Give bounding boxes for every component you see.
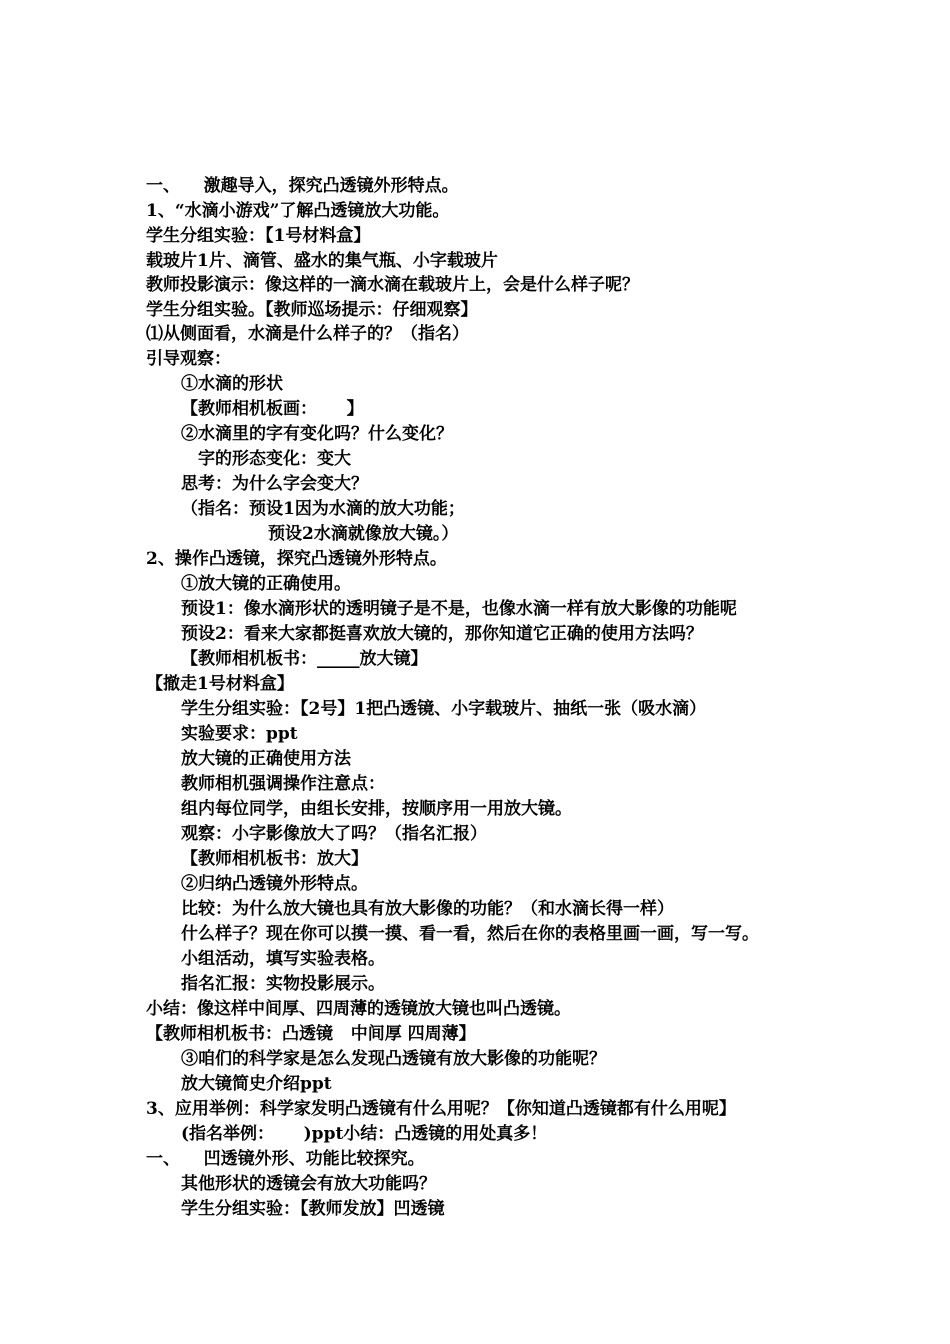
summary-line: 小结：像这样中间厚、四周薄的透镜放大镜也叫凸透镜。 <box>146 999 571 1019</box>
text-line: ②水滴里的字有变化吗？什么变化？ <box>181 424 453 444</box>
text-line: （指名：预设1因为水滴的放大功能； <box>181 499 465 519</box>
text-line: 【教师相机板书：_____放大镜】 <box>181 649 428 669</box>
text-line: 其他形状的透镜会有放大功能吗？ <box>181 1174 436 1194</box>
text-line: 载玻片1片、滴管、盛水的集气瓶、小字载玻片 <box>146 251 498 271</box>
text-line: 【撤走1号材料盒】 <box>146 674 294 694</box>
text-line: ①水滴的形状 <box>181 374 283 394</box>
text-line: 教师投影演示：像这样的一滴水滴在载玻片上，会是什么样子呢？ <box>146 275 639 295</box>
text-line: 思考：为什么字会变大？ <box>181 474 368 494</box>
text-line: 引导观察： <box>146 349 231 369</box>
text-line: ①放大镜的正确使用。 <box>181 574 351 594</box>
text-line: 什么样子？现在你可以摸一摸、看一看，然后在你的表格里画一画，写一写。 <box>181 924 759 944</box>
text-line: 【教师相机板画： 】 <box>181 399 364 419</box>
text-line: ⑴从侧面看，水滴是什么样子的？（指名） <box>146 324 469 344</box>
text-line: 放大镜简史介绍ppt <box>181 1074 332 1094</box>
text-line: 学生分组实验：【1号材料盒】 <box>146 226 371 246</box>
text-line: 字的形态变化：变大 <box>198 449 351 469</box>
text-line: 预设2：看来大家都挺喜欢放大镜的，那你知道它正确的使用方法吗？ <box>181 624 703 644</box>
text-line: 预设1：像水滴形状的透明镜子是不是，也像水滴一样有放大影像的功能呢 <box>181 599 737 619</box>
section-heading-1: 一、 激趣导入，探究凸透镜外形特点。 <box>146 176 459 196</box>
subsection-heading-2: 2、操作凸透镜，探究凸透镜外形特点。 <box>146 549 447 569</box>
text-line: (指名举例： )ppt小结：凸透镜的用处真多！ <box>181 1124 548 1144</box>
text-line: 教师相机强调操作注意点： <box>181 774 385 794</box>
section-heading-2: 一、 凹透镜外形、功能比较探究。 <box>146 1149 425 1169</box>
text-line: 学生分组实验。【教师巡场提示：仔细观察】 <box>146 300 478 320</box>
subsection-heading-1: 1、“水滴小游戏”了解凸透镜放大功能。 <box>146 201 450 221</box>
text-line: 指名汇报：实物投影展示。 <box>181 974 385 994</box>
text-line: 观察：小字影像放大了吗？（指名汇报） <box>181 824 487 844</box>
text-line: 【教师相机板书：放大】 <box>181 849 368 869</box>
text-line: 比较：为什么放大镜也具有放大影像的功能？（和水滴长得一样） <box>181 899 674 919</box>
text-line: ②归纳凸透镜外形特点。 <box>181 874 368 894</box>
text-line: 组内每位同学，由组长安排，按顺序用一用放大镜。 <box>181 799 572 819</box>
text-line: 学生分组实验：【教师发放】凹透镜 <box>181 1199 445 1219</box>
text-line: 放大镜的正确使用方法 <box>181 749 351 769</box>
text-line: ③咱们的科学家是怎么发现凸透镜有放大影像的功能呢？ <box>181 1049 606 1069</box>
subsection-heading-3: 3、应用举例：科学家发明凸透镜有什么用呢？【你知道凸透镜都有什么用呢】 <box>146 1099 736 1119</box>
text-line: 学生分组实验：【2号】1把凸透镜、小字载玻片、抽纸一张（吸水滴） <box>181 699 707 719</box>
text-line: 实验要求：ppt <box>181 724 298 744</box>
text-line: 小组活动，填写实验表格。 <box>181 949 385 969</box>
text-line: 【教师相机板书：凸透镜 中间厚 四周薄】 <box>146 1024 476 1044</box>
text-line: 预设2水滴就像放大镜。） <box>268 524 459 544</box>
